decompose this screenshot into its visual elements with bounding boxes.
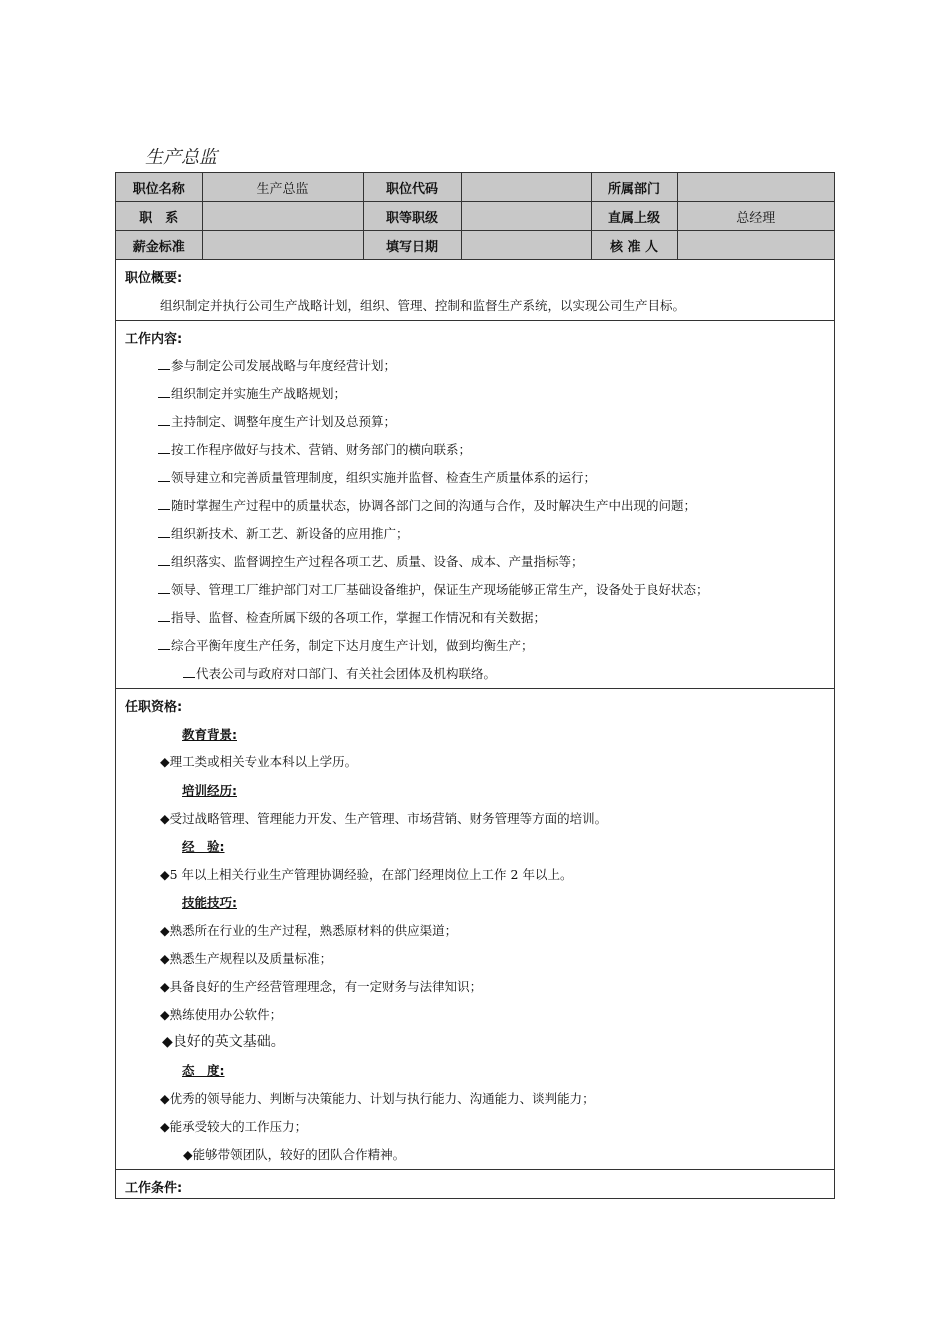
position-name-value: 生产总监 xyxy=(202,173,363,202)
list-item: ◆熟练使用办公软件； xyxy=(160,1007,283,1022)
list-item: 组织新技术、新工艺、新设备的应用推广； xyxy=(158,524,409,542)
duties-title: 工作内容: xyxy=(125,332,183,347)
list-item: 综合平衡年度生产任务，制定下达月度生产计划，做到均衡生产； xyxy=(158,636,534,654)
list-item: ◆良好的英文基础。 xyxy=(162,1034,285,1050)
experience-heading: 经 验: xyxy=(182,839,225,854)
position-info-table xyxy=(116,173,834,260)
position-code-label: 职位代码 xyxy=(363,173,461,202)
direct-supervisor-value: 总经理 xyxy=(677,202,834,231)
list-item: 代表公司与政府对口部门、有关社会团体及机构联络。 xyxy=(183,664,496,682)
list-item: 领导建立和完善质量管理制度，组织实施并监督、检查生产质量体系的运行； xyxy=(158,468,596,486)
table-row xyxy=(116,173,834,202)
direct-supervisor-label: 直属上级 xyxy=(591,202,677,231)
list-item: ◆熟悉生产规程以及质量标准； xyxy=(160,951,333,966)
training-heading: 培训经历: xyxy=(182,783,237,798)
salary-standard-label: 薪金标准 xyxy=(116,231,202,260)
list-item: 领导、管理工厂维护部门对工厂基础设备维护，保证生产现场能够正常生产，设备处于良好状态； xyxy=(158,580,709,598)
list-item: 组织制定并实施生产战略规划； xyxy=(158,384,346,402)
list-item: 主持制定、调整年度生产计划及总预算； xyxy=(158,412,396,430)
list-item: 按工作程序做好与技术、营销、财务部门的横向联系； xyxy=(158,440,471,458)
list-item: 随时掌握生产过程中的质量状态，协调各部门之间的沟通与合作，及时解决生产中出现的问题； xyxy=(158,496,696,514)
table-row xyxy=(116,231,834,260)
conditions-title: 工作条件: xyxy=(125,1181,183,1196)
department-value xyxy=(677,173,834,202)
list-item: ◆受过战略管理、管理能力开发、生产管理、市场营销、财务管理等方面的培训。 xyxy=(160,811,608,826)
list-item: 组织落实、监督调控生产过程各项工艺、质量、设备、成本、产量指标等； xyxy=(158,552,584,570)
approver-label: 核 准 人 xyxy=(591,231,677,260)
summary-text: 组织制定并执行公司生产战略计划，组织、管理、控制和监督生产系统，以实现公司生产目标。 xyxy=(160,298,686,313)
grade-level-label: 职等职级 xyxy=(363,202,461,231)
list-item: ◆5 年以上相关行业生产管理协调经验，在部门经理岗位上工作 2 年以上。 xyxy=(160,867,573,882)
list-item: ◆熟悉所在行业的生产过程，熟悉原材料的供应渠道； xyxy=(160,923,458,938)
qualifications-title: 任职资格: xyxy=(125,700,183,715)
job-family-value xyxy=(202,202,363,231)
list-item: ◆理工类或相关专业本科以上学历。 xyxy=(160,754,358,769)
fill-date-value xyxy=(461,231,591,260)
list-item: 指导、监督、检查所属下级的各项工作，掌握工作情况和有关数据； xyxy=(158,608,546,626)
fill-date-label: 填写日期 xyxy=(363,231,461,260)
job-description-form xyxy=(115,172,835,1199)
skills-heading: 技能技巧: xyxy=(182,895,237,910)
approver-value xyxy=(677,231,834,260)
education-heading: 教育背景: xyxy=(182,727,237,742)
list-item: ◆优秀的领导能力、判断与决策能力、计划与执行能力、沟通能力、谈判能力； xyxy=(160,1091,595,1106)
department-label: 所属部门 xyxy=(591,173,677,202)
list-item: ◆能够带领团队，较好的团队合作精神。 xyxy=(183,1147,406,1162)
position-code-value xyxy=(461,173,591,202)
qualifications-section xyxy=(116,688,834,1169)
duties-section xyxy=(116,320,834,688)
salary-standard-value xyxy=(202,231,363,260)
document-title: 生产总监 xyxy=(145,147,217,168)
attitude-heading: 态 度: xyxy=(182,1063,225,1078)
job-family-label: 职 系 xyxy=(116,202,202,231)
table-row xyxy=(116,202,834,231)
summary-title: 职位概要: xyxy=(125,271,183,286)
list-item: 参与制定公司发展战略与年度经营计划； xyxy=(158,356,396,374)
summary-section xyxy=(116,260,834,320)
position-name-label: 职位名称 xyxy=(116,173,202,202)
list-item: ◆具备良好的生产经营管理理念，有一定财务与法律知识； xyxy=(160,979,483,994)
conditions-section xyxy=(116,1169,834,1198)
grade-level-value xyxy=(461,202,591,231)
list-item: ◆能承受较大的工作压力； xyxy=(160,1119,308,1134)
